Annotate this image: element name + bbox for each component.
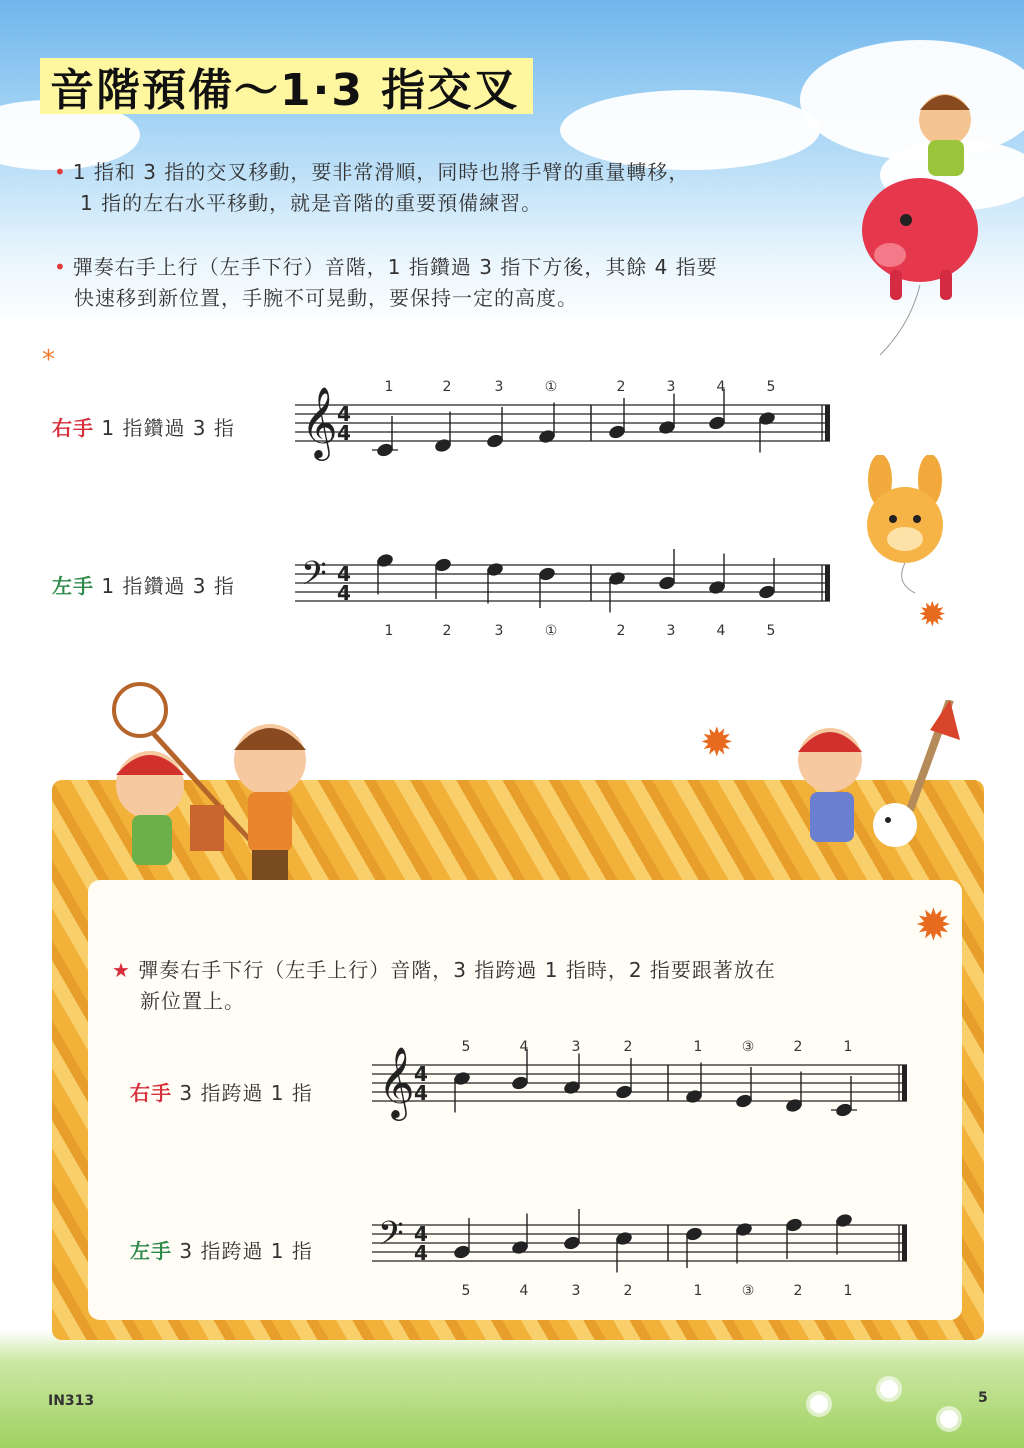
section-2-line-1: 彈奏右手下行（左手上行）音階，3 指跨過 1 指時，2 指要跟著放在: [138, 958, 776, 982]
intro-2-line-2: 快速移到新位置，手腕不可晃動，要保持一定的高度。: [74, 286, 578, 310]
flower-icon: [880, 1380, 898, 1398]
kid-on-pig-balloon-illustration: [850, 80, 990, 360]
bass-clef-icon: 𝄢: [301, 555, 327, 601]
exercise-desc: 3 指跨過 1 指: [179, 1081, 313, 1105]
page-title: [40, 58, 533, 114]
page-title-text: 音階預備～1·3 指交叉: [50, 65, 520, 116]
exercise-desc: 1 指鑽過 3 指: [101, 416, 235, 440]
fingering-number: 1: [384, 379, 394, 395]
fingering-number: 4: [519, 1039, 529, 1055]
fingering-number: 2: [442, 379, 452, 395]
flower-icon: [940, 1410, 958, 1428]
exercise-desc: 1 指鑽過 3 指: [101, 574, 235, 598]
fingering-number: 3: [571, 1039, 581, 1055]
section-2-paragraph: [112, 955, 776, 1017]
fingering-number: 5: [461, 1039, 471, 1055]
staff-right-hand-ascending: [295, 375, 840, 475]
intro-paragraph-2: [54, 252, 718, 314]
time-signature-bottom: 4: [337, 581, 351, 605]
final-barline: [825, 405, 830, 441]
staff-left-hand-ascending: [372, 1195, 917, 1295]
fingering-number: 3: [666, 379, 676, 395]
maple-leaf-icon: ✹: [915, 900, 952, 951]
exercise-desc: 3 指跨過 1 指: [179, 1239, 313, 1263]
final-barline: [902, 1225, 907, 1261]
intro-paragraph-1: [54, 157, 689, 219]
fingering-number: 2: [623, 1039, 633, 1055]
fingering-number: ③: [741, 1283, 755, 1295]
hand-label: 左手: [130, 1239, 172, 1263]
fingering-number: 1: [693, 1283, 703, 1295]
star-marker: ★: [112, 958, 131, 982]
bass-clef-icon: 𝄢: [378, 1215, 404, 1261]
fingering-number: 2: [793, 1283, 803, 1295]
maple-leaf-icon: ✹: [700, 720, 734, 766]
fingering-number: 1: [843, 1039, 853, 1055]
fingering-number: 2: [793, 1039, 803, 1055]
time-signature-top: 4: [414, 1222, 428, 1246]
fingering-number: 4: [716, 379, 726, 395]
fingering-number: 5: [766, 623, 776, 635]
fingering-number: 3: [494, 379, 504, 395]
time-signature-top: 4: [337, 402, 351, 426]
fingering-number: 5: [766, 379, 776, 395]
fingering-number: 1: [693, 1039, 703, 1055]
bullet-marker: •: [54, 160, 67, 184]
girl-with-dog-and-pinwheel-illustration: [770, 700, 1000, 890]
exercise-label-1: [52, 412, 235, 441]
exercise-label-3: [130, 1077, 313, 1106]
fingering-number: 3: [494, 623, 504, 635]
fingering-number: ①: [544, 379, 558, 395]
fingering-number: ①: [544, 623, 558, 635]
fingering-number: 2: [616, 379, 626, 395]
exercise-label-2: [52, 570, 235, 599]
intro-2-line-1: 彈奏右手上行（左手下行）音階，1 指鑽過 3 指下方後，其餘 4 指要: [72, 255, 718, 279]
fingering-number: 3: [571, 1283, 581, 1295]
fingering-number: 4: [519, 1283, 529, 1295]
asterisk-marker: *: [42, 345, 55, 375]
fingering-number: 2: [442, 623, 452, 635]
fingering-number: 2: [616, 623, 626, 635]
time-signature-bottom: 4: [414, 1081, 428, 1105]
time-signature-top: 4: [337, 562, 351, 586]
fingering-number: ③: [741, 1039, 755, 1055]
exercise-label-4: [130, 1235, 313, 1264]
time-signature-bottom: 4: [414, 1241, 428, 1265]
section-2-line-2: 新位置上。: [140, 989, 245, 1013]
fingering-number: 1: [384, 623, 394, 635]
time-signature-top: 4: [414, 1062, 428, 1086]
final-barline: [825, 565, 830, 601]
fingering-number: 4: [716, 623, 726, 635]
final-barline: [902, 1065, 907, 1101]
flower-icon: [810, 1395, 828, 1413]
bullet-marker: •: [54, 255, 67, 279]
treble-clef-icon: 𝄞: [378, 1045, 415, 1118]
hand-label: 右手: [52, 416, 94, 440]
staff-right-hand-descending: [372, 1035, 917, 1135]
fingering-number: 3: [666, 623, 676, 635]
staff-left-hand-descending: [295, 535, 840, 635]
hand-label: 左手: [52, 574, 94, 598]
bunny-balloon-illustration: [855, 455, 955, 595]
maple-leaf-icon: ✹: [918, 595, 947, 635]
fingering-number: 2: [623, 1283, 633, 1295]
hand-label: 右手: [130, 1081, 172, 1105]
fingering-number: 1: [843, 1283, 853, 1295]
page-number: 5: [978, 1390, 988, 1406]
intro-1-line-2: 1 指的左右水平移動，就是音階的重要預備練習。: [80, 191, 543, 215]
treble-clef-icon: 𝄞: [301, 385, 338, 458]
intro-1-line-1: 1 指和 3 指的交叉移動，要非常滑順，同時也將手臂的重量轉移，: [72, 160, 690, 184]
time-signature-bottom: 4: [337, 421, 351, 445]
fingering-number: 5: [461, 1283, 471, 1295]
book-code: IN313: [48, 1393, 95, 1409]
